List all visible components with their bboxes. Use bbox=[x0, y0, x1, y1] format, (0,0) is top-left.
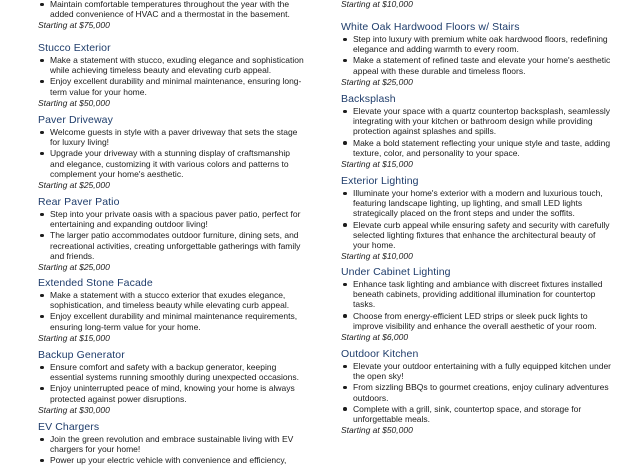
section-paver-driveway bbox=[38, 114, 306, 190]
price-label: Starting at $50,000 bbox=[38, 97, 110, 108]
section-rear-paver-patio bbox=[38, 196, 306, 272]
section-title: Rear Paver Patio bbox=[38, 196, 120, 208]
bullet-list bbox=[341, 34, 613, 76]
bullet-list bbox=[38, 0, 306, 19]
bullet-list bbox=[341, 188, 613, 250]
bullet-list bbox=[341, 279, 613, 331]
section-title: EV Chargers bbox=[38, 421, 100, 433]
bullet-list bbox=[38, 290, 306, 332]
bullet-item: Step into your private oasis with a spacious paver patio, perfect for entertaining and expanding outdoor living! bbox=[38, 209, 306, 229]
bullet-item: Elevate your space with a quartz countertop backsplash, seamlessly integrating with your kitchen or bathroom design while providing protection against splashes and spills. bbox=[341, 106, 613, 137]
section-title: Outdoor Kitchen bbox=[341, 348, 419, 360]
bullet-item: Welcome guests in style with a paver driveway that sets the stage for luxury living! bbox=[38, 127, 306, 147]
bullet-item: Enjoy excellent durability and minimal maintenance, ensuring long-term value for your home. bbox=[38, 76, 306, 96]
section-stucco-exterior bbox=[38, 42, 306, 108]
section-previous-price bbox=[341, 0, 613, 9]
price-label: Starting at $15,000 bbox=[341, 159, 413, 170]
section-title: Backup Generator bbox=[38, 349, 125, 361]
price-label: Starting at $6,000 bbox=[341, 332, 409, 343]
price-label: Starting at $10,000 bbox=[341, 251, 413, 262]
bullet-item: Complete with a grill, sink, countertop space, and storage for unforgettable meals. bbox=[341, 404, 613, 424]
bullet-list bbox=[38, 127, 306, 179]
section-outdoor-kitchen bbox=[341, 348, 613, 435]
price-label: Starting at $25,000 bbox=[341, 76, 413, 87]
bullet-item: Upgrade your driveway with a stunning display of craftsmanship and elegance, customizing it with various colors and patterns to complement your home's aesthetic. bbox=[38, 148, 306, 179]
bullet-item: Choose from energy-efficient LED strips or sleek puck lights to improve visibility and enhance the overall aesthetic of your room. bbox=[341, 311, 613, 331]
bullet-item: Join the green revolution and embrace sustainable living with EV chargers for your home! bbox=[38, 434, 306, 454]
bullet-item: Make a statement with stucco, exuding elegance and sophistication while achieving timeless beauty and elevating curb appeal. bbox=[38, 55, 306, 75]
section-backsplash bbox=[341, 93, 613, 169]
section-title: Stucco Exterior bbox=[38, 42, 111, 54]
section-title: Extended Stone Facade bbox=[38, 277, 153, 289]
price-label: Starting at $30,000 bbox=[38, 404, 110, 415]
bullet-list bbox=[38, 434, 306, 466]
price-label: Starting at $75,000 bbox=[38, 20, 110, 31]
bullet-item: Illuminate your home's exterior with a modern and luxurious touch, featuring landscape lighting, up lighting, and small LED lights strategically placed on the front steps and under the soffits. bbox=[341, 188, 613, 219]
bullet-item: The larger patio accommodates outdoor furniture, dining sets, and recreational activities, creating unforgettable gatherings with family and friends. bbox=[38, 230, 306, 261]
section-title: Paver Driveway bbox=[38, 114, 113, 126]
price-label: Starting at $15,000 bbox=[38, 332, 110, 343]
price-label: Starting at $25,000 bbox=[38, 262, 110, 273]
bullet-item: Enhance task lighting and ambiance with discreet fixtures installed beneath cabinets, providing additional illumination for countertop tasks. bbox=[341, 279, 613, 310]
section-exterior-lighting bbox=[341, 175, 613, 261]
bullet-list bbox=[38, 209, 306, 261]
bullet-list bbox=[341, 106, 613, 158]
bullet-item: Make a bold statement reflecting your unique style and taste, adding texture, color, and personality to your space. bbox=[341, 138, 613, 158]
bullet-item: Step into luxury with premium white oak hardwood floors, redefining elegance and adding warmth to every room. bbox=[341, 34, 613, 54]
bullet-item: Enjoy uninterrupted peace of mind, knowing your home is always protected against power disruptions. bbox=[38, 383, 306, 403]
bullet-item: Power up your electric vehicle with convenience and efficiency, bbox=[38, 455, 306, 465]
price-label: Starting at $50,000 bbox=[341, 425, 413, 436]
section-hvac bbox=[38, 0, 306, 30]
section-title: Under Cabinet Lighting bbox=[341, 266, 451, 278]
price-label: Starting at $25,000 bbox=[38, 180, 110, 191]
bullet-item: Elevate curb appeal while ensuring safety and security with carefully selected lighting fixtures that enhance the architectural beauty of your home. bbox=[341, 220, 613, 251]
section-under-cabinet-lighting bbox=[341, 266, 613, 342]
bullet-item: Make a statement with a stucco exterior that exudes elegance, sophistication, and timeless beauty while elevating curb appeal. bbox=[38, 290, 306, 310]
bullet-item: Ensure comfort and safety with a backup generator, keeping essential systems running smoothly during unexpected occasions. bbox=[38, 362, 306, 382]
bullet-item: Make a statement of refined taste and elevate your home's aesthetic appeal with these durable and timeless floors. bbox=[341, 55, 613, 75]
bullet-list bbox=[341, 361, 613, 424]
bullet-list bbox=[38, 362, 306, 404]
bullet-list bbox=[38, 55, 306, 97]
section-title: Exterior Lighting bbox=[341, 175, 419, 187]
section-backup-generator bbox=[38, 349, 306, 415]
bullet-item: Enjoy excellent durability and minimal maintenance requirements, ensuring long-term value for your home. bbox=[38, 311, 306, 331]
bullet-item: Elevate your outdoor entertaining with a fully equipped kitchen under the open sky! bbox=[341, 361, 613, 381]
section-title: White Oak Hardwood Floors w/ Stairs bbox=[341, 21, 520, 33]
bullet-item: Maintain comfortable temperatures throughout the year with the added convenience of HVAC and a thermostat in the basement. bbox=[38, 0, 306, 19]
section-white-oak-floors bbox=[341, 21, 613, 87]
section-title: Backsplash bbox=[341, 93, 396, 105]
section-extended-stone-facade bbox=[38, 277, 306, 343]
price-label: Starting at $10,000 bbox=[341, 0, 413, 9]
bullet-item: From sizzling BBQs to gourmet creations, enjoy culinary adventures outdoors. bbox=[341, 382, 613, 402]
